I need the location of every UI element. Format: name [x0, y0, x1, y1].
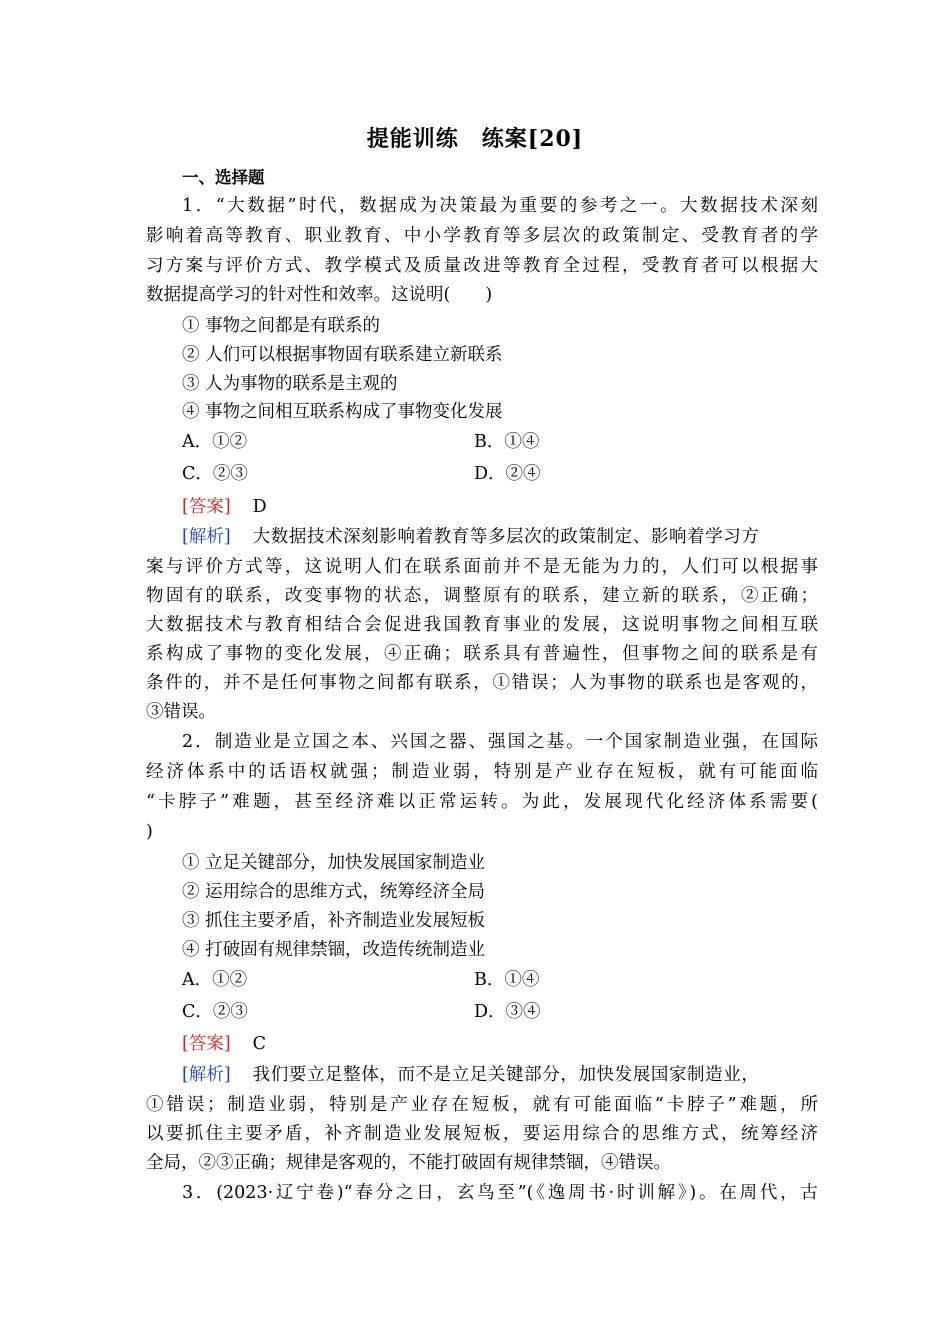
q1-stem-line-1: 1．“大数据”时代，数据成为决策最为重要的参考之一。大数据技术深刻: [182, 196, 818, 216]
page-title: 提能训练 练案[20]: [366, 126, 584, 152]
section-heading: 一、选择题: [182, 168, 265, 187]
q2-option-a: A．①②: [182, 970, 248, 990]
q3-stem-line-1: 3．(2023·辽宁卷)“春分之日，玄鸟至”(《逸周书·时训解》)。在周代，古: [182, 1183, 818, 1203]
q2-item-2: ② 运用综合的思维方式，统筹经济全局: [182, 882, 486, 902]
q1-analysis-line-1: [182, 523, 818, 552]
q2-option-d: D．③④: [474, 1002, 541, 1022]
q2-analysis-line-3: 以要抓住主要矛盾，补齐制造业发展短板，要运用综合的思维方式，统筹经济: [146, 1124, 818, 1144]
q2-analysis-line-2: ①错误；制造业弱，特别是产业存在短板，就有可能面临“卡脖子”难题，所: [146, 1095, 818, 1115]
q2-option-b: B．①④: [474, 970, 540, 990]
q1-stem-line-3: 习方案与评价方式、教学模式及质量改进等教育全过程，受教育者可以根据大: [146, 256, 818, 276]
q1-option-c: C．②③: [182, 464, 248, 484]
analysis-tag: [解析]: [182, 527, 231, 547]
q1-analysis-line-4: 大数据技术与教育相结合会促进我国教育事业的发展，这说明事物之间相互联: [146, 615, 818, 635]
q1-analysis-line-7: ③错误。: [146, 702, 216, 722]
q1-option-b: B．①④: [474, 432, 540, 452]
q1-item-1: ① 事物之间都是有联系的: [182, 316, 381, 336]
q1-item-2: ② 人们可以根据事物固有联系建立新联系: [182, 345, 503, 365]
q2-analysis-line-4: 全局，②③正确；规律是客观的，不能打破固有规律禁锢，④错误。: [146, 1153, 671, 1173]
q1-analysis-line-2: 案与评价方式等，这说明人们在联系面前并不是无能为力的，人们可以根据事: [146, 557, 818, 577]
q2-stem-line-3: “卡脖子”难题，甚至经济难以正常运转。为此，发展现代化经济体系需要(: [146, 792, 818, 812]
q2-answer: [182, 1030, 266, 1059]
answer-tag: [答案]: [182, 497, 231, 517]
q1-analysis-line-6: 条件的，并不是任何事物之间都有联系，①错误；人为事物的联系也是客观的，: [146, 673, 818, 693]
q2-stem-line-2: 经济体系中的话语权就强；制造业弱，特别是产业存在短板，就有可能面临: [146, 762, 818, 782]
answer-value: C: [252, 1034, 267, 1054]
q1-analysis-line-5: 系构成了事物的变化发展，④正确；联系具有普遍性，但事物之间的联系是有: [146, 644, 818, 664]
q2-item-4: ④ 打破固有规律禁锢，改造传统制造业: [182, 940, 486, 960]
q2-option-c: C．②③: [182, 1002, 248, 1022]
q1-stem-line-2: 影响着高等教育、职业教育、中小学教育等多层次的政策制定、受教育者的学: [146, 226, 818, 246]
answer-value: D: [252, 497, 267, 517]
q1-item-3: ③ 人为事物的联系是主观的: [182, 374, 398, 394]
answer-tag: [答案]: [182, 1034, 231, 1054]
q2-stem-line-4: ): [146, 822, 153, 842]
analysis-tag: [解析]: [182, 1065, 231, 1085]
q1-item-4: ④ 事物之间相互联系构成了事物变化发展: [182, 402, 503, 422]
q1-stem-line-4: 数据提高学习的针对性和效率。这说明( ): [146, 285, 493, 305]
analysis-text: 大数据技术深刻影响着教育等多层次的政策制定、影响着学习方: [252, 527, 760, 547]
q1-option-d: D．②④: [474, 464, 541, 484]
q2-analysis-line-1: [182, 1061, 818, 1090]
q1-option-a: A．①②: [182, 432, 248, 452]
q2-item-1: ① 立足关键部分，加快发展国家制造业: [182, 853, 486, 873]
q2-stem-line-1: 2．制造业是立国之本、兴国之器、强国之基。一个国家制造业强，在国际: [182, 732, 818, 752]
q1-analysis-line-3: 物固有的联系，改变事物的状态，调整原有的联系，建立新的联系，②正确；: [146, 586, 818, 606]
analysis-text: 我们要立足整体，而不是立足关键部分，加快发展国家制造业，: [252, 1065, 760, 1085]
q1-answer: [182, 493, 267, 522]
q2-item-3: ③ 抓住主要矛盾，补齐制造业发展短板: [182, 911, 486, 931]
